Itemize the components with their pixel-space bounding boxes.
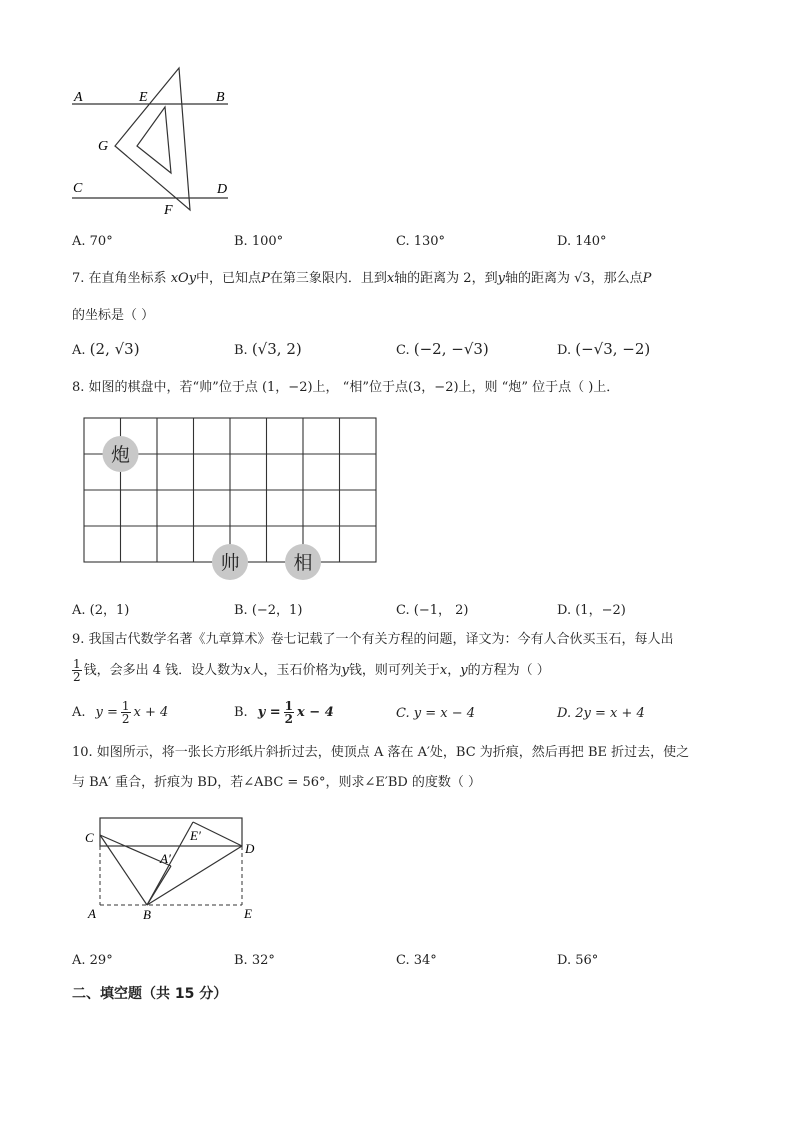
q8-chessboard-figure [80, 415, 380, 585]
label-e: E [244, 906, 252, 921]
q10-option-c[interactable]: C. 34° [396, 953, 437, 968]
label-d: D [245, 841, 255, 856]
q10-option-a[interactable]: A. 29° [72, 953, 113, 968]
q8-option-d[interactable]: D. (1，−2) [557, 603, 626, 618]
q9-fraction: 1 2 [73, 657, 81, 684]
q10-option-b[interactable]: B. 32° [234, 953, 275, 968]
q10-figure [80, 808, 270, 928]
q7-option-c[interactable]: C. (−2, −√3) [396, 340, 489, 358]
q6-option-b[interactable]: B. 100° [234, 234, 284, 249]
q6-option-c[interactable]: C. 130° [396, 234, 446, 249]
q7-option-a[interactable]: A. (2, √3) [72, 340, 140, 358]
triangle-outer [115, 68, 190, 210]
q9-option-d[interactable]: D. 2y = x + 4 [557, 706, 645, 721]
q8-option-c[interactable]: C. (−1， 2) [396, 603, 469, 618]
q8-stem: 8. 如图的棋盘中，若“帅”位于点 (1，−2)上， “相”位于点(3，−2)上，则 “炮” 位于点（ )上． [72, 380, 620, 395]
label-g: G [98, 139, 109, 154]
label-c: C [73, 181, 83, 196]
label-e-prime: E′ [190, 828, 201, 843]
rect-top-solid [100, 818, 242, 846]
q9-option-c[interactable]: C. y = x − 4 [396, 706, 476, 721]
q6-option-a[interactable]: A. 70° [72, 234, 113, 249]
q7-stem-line1: 7. 在直角坐标系 xOy中，已知点P在第三象限内．且到x轴的距离为 2，到y轴的距离为 √3，那么点P [72, 271, 652, 286]
q10-stem-line2: 与 BA′ 重合，折痕为 BD，若∠ABC = 56°，则求∠E′BD 的度数（ ） [72, 775, 482, 790]
q6-figure [60, 60, 250, 220]
q9-stem-line1: 9. 我国古代数学名著《九章算术》卷七记载了一个有关方程的问题，译文为：今有人合伙买玉石，每人出 [72, 632, 674, 647]
label-b: B [143, 907, 151, 922]
label-f: F [164, 203, 173, 218]
q8-option-a[interactable]: A. (2，1) [72, 603, 130, 618]
piece-pao-label: 炮 [110, 445, 131, 466]
section-heading: 二、填空题（共 15 分） [72, 986, 228, 1002]
label-a: A [88, 906, 96, 921]
q10-stem-line1: 10. 如图所示，将一张长方形纸片斜折过去，使顶点 A 落在 A′处，BC 为折痕，然后再把 BE 折过去，使之 [72, 745, 690, 760]
label-b: B [216, 90, 225, 105]
q8-option-b[interactable]: B. (−2，1) [234, 603, 303, 618]
q7-option-d[interactable]: D. (−√3, −2) [557, 340, 651, 358]
label-a-prime: A′ [160, 851, 171, 866]
q10-option-d[interactable]: D. 56° [557, 953, 599, 968]
q9-option-a[interactable]: A. y = $\frac{1}{2}$ x + 4 [72, 699, 169, 726]
q6-option-d[interactable]: D. 140° [557, 234, 607, 249]
label-a: A [74, 90, 83, 105]
q7-option-b[interactable]: B. (√3, 2) [234, 340, 302, 358]
piece-shuai-label: 帅 [220, 553, 240, 574]
label-d: D [217, 182, 228, 197]
piece-xiang-label: 相 [293, 553, 313, 574]
triangle-inner [137, 107, 171, 173]
q9-stem-line2: 1 2 钱，会多出 4 钱．设人数为 x 人，玉石价格为 y 钱，则可列关于 x ， y 的方程为（ ） [73, 657, 550, 684]
label-c: C [85, 830, 94, 845]
q9-option-b[interactable]: B. y = $\frac{1}{2}$ x − 4 [234, 699, 334, 726]
q7-stem-line2: 的坐标是（ ） [72, 308, 155, 323]
label-e: E [139, 90, 148, 105]
